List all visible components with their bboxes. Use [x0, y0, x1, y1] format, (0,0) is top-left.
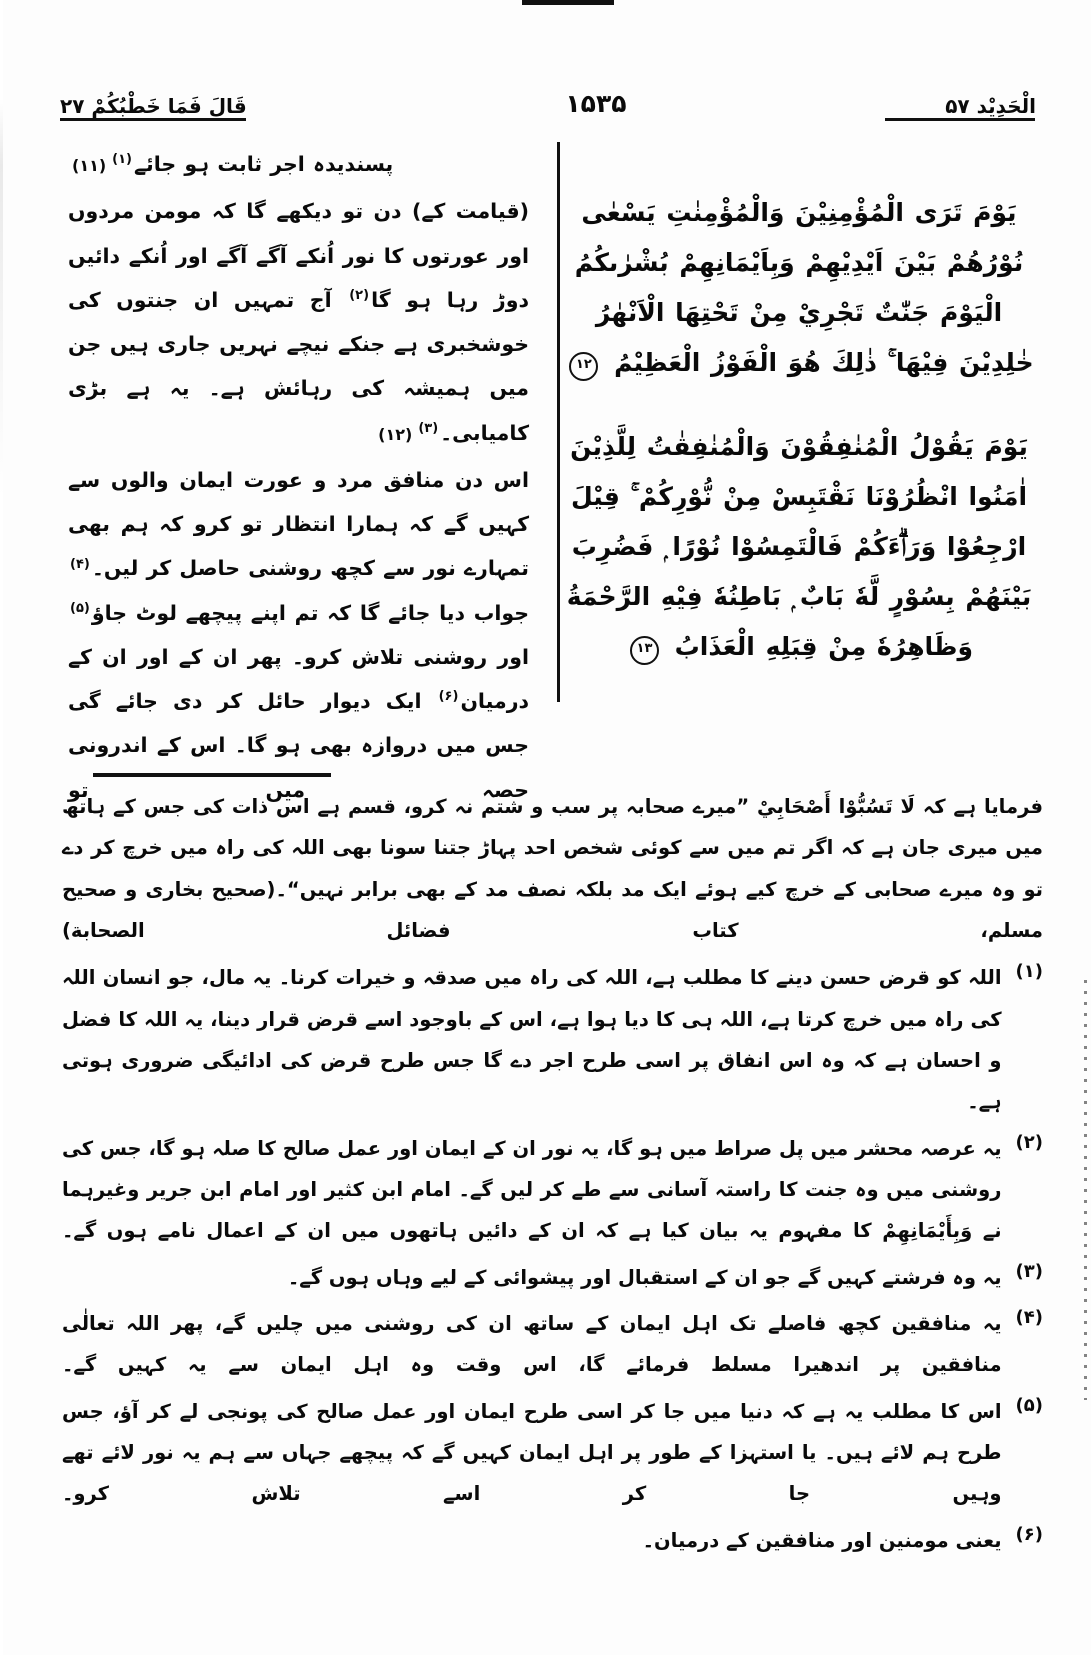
footnote-ref-6: (۶)	[438, 689, 459, 705]
verse-12-number: (۱۲)	[378, 424, 413, 444]
translation-12-part-a: (قیامت کے) دن تو دیکھے گا کہ مومن مردوں اور عورتوں کا نور اُنکے آگے آگے اور اُنکے دائیں دوڑ رہا ہو گا	[68, 199, 529, 312]
footnote-4-text: یہ منافقین کچھ فاصلے تک اہل ایمان کے ساتھ ان کی روشنی میں چلیں گے، پھر اللہ تعالٰی منافقین پر اندھیرا مسلط فرمائے گا، اس وقت وہ اہل ایمان سے یہ کہیں گے۔	[62, 1311, 1002, 1377]
header-rule-right	[885, 118, 1035, 121]
footnote-5-text: اس کا مطلب یہ ہے کہ دنیا میں جا کر اسی طرح ایمان اور عمل صالح کی پونجی لے کر آؤ، جس طرح ہم لائے ہیں۔ یا استہزا کے طور پر اہل ایمان کہیں گے کہ پیچھے جہاں سے ہم یہ نور لائے تھے وہیں جا کر اسے تلاش کرو۔	[62, 1399, 1002, 1506]
translation-13-part-d: ایک دیوار حائل کر دی جائے گی جس میں دروازہ بھی ہو گا۔ اس کے اندرونی حصہ میں تو	[68, 689, 529, 802]
footnote-3	[62, 1257, 1043, 1298]
footnote-3-text: یہ وہ فرشتے کہیں گے جو ان کے استقبال اور پیشوائی کے لیے وہاں ہوں گے۔	[287, 1265, 1002, 1289]
translation-continued-line	[68, 142, 529, 186]
footnote-4-number: (۴)	[1015, 1306, 1043, 1328]
translation-verse-13	[68, 458, 529, 812]
footnote-ref-5: (۵)	[70, 600, 90, 616]
footnote-4	[62, 1303, 1043, 1386]
urdu-translation-column	[60, 136, 547, 802]
footnote-5-number: (۵)	[1015, 1394, 1043, 1416]
continued-text: پسندیدہ اجر ثابت ہو جائے	[134, 152, 394, 176]
commentary-intro-paragraph	[62, 786, 1043, 951]
arabic-verse-column	[547, 136, 1047, 706]
page-header	[60, 72, 1036, 116]
footnote-1-text: اللہ کو قرض حسن دینے کا مطلب ہے، اللہ کی راہ میں صدقہ و خیرات کرنا۔ یہ مال، جو انسان اللہ کی راہ میں خرچ کرتا ہے، اللہ ہی کا دیا ہوا ہے، اس کے باوجود اسے قرض قرار دینا، یہ اللہ کا فضل و احسان ہے کہ وہ اس انفاق پر اسی طرح اجر دے گا جس طرح قرض کی ادائیگی ضروری ہوتی ہے۔	[62, 966, 1002, 1114]
continued-verse-number: (۱۱)	[72, 156, 107, 175]
hadith-citation: (صحیح بخاری و صحیح مسلم، کتاب فضائل الصحابة)	[62, 877, 1043, 942]
footnote-3-number: (۳)	[1015, 1260, 1043, 1282]
footnote-6-text: یعنی مومنین اور منافقین کے درمیان۔	[642, 1528, 1002, 1552]
footnote-2-arabic-phrase: وَبِأَيْمَانِهِمْ	[882, 1219, 973, 1243]
footnote-ref-4: (۴)	[70, 556, 90, 572]
footnote-1-number: (۱)	[1015, 961, 1043, 983]
footnote-ref-1: (۱)	[112, 152, 132, 168]
footnote-2	[62, 1128, 1043, 1252]
footnote-6-number: (۶)	[1015, 1523, 1043, 1545]
footnote-ref-3: (۳)	[418, 420, 439, 436]
footnote-2-tail: کا مفہوم یہ بیان کیا ہے کہ ان کے دائیں ہاتھوں میں ان کے اعمال نامے ہوں گے۔	[62, 1219, 872, 1243]
footnote-6	[62, 1520, 1043, 1561]
footnote-ref-2: (۲)	[349, 287, 370, 303]
ayah-13-number: ۱۳	[630, 636, 659, 665]
footnote-2-text	[62, 1128, 1002, 1252]
intro-arabic-hadith: لَا تَسُبُّوْا أَصْحَابِيْ	[756, 795, 916, 818]
footnote-2-body: یہ عرصہ محشر میں پل صراط میں ہو گا، یہ نور ان کے ایمان اور عمل صالح کا صلہ ہو گا، جس کی روشنی میں وہ جنت کا راستہ آسانی سے طے کر لیں گے۔ امام ابن کثیر اور امام ابن جریر وغیرہما نے	[62, 1136, 1002, 1243]
header-rule-left	[60, 118, 246, 121]
verse-translation-block	[60, 136, 1047, 802]
footnote-2-number: (۲)	[1015, 1131, 1043, 1153]
translation-12-part-b: آج تمہیں ان جنتوں کی خوشخبری ہے جنکے نیچے نہریں جاری ہیں جن میں ہمیشہ کی رہائش ہے۔ یہ ہے بڑی کامیابی۔	[68, 287, 529, 445]
intro-text-b: ”میرے صحابہ پر سب و شتم نہ کرو، قسم ہے اس ذات کی جس کے ہاتھ میں میری جان ہے کہ اگر تم میں سے کوئی شخص احد پہاڑ جتنا سونا بھی اللہ کی راہ میں خرچ کر دے تو وہ میرے صحابی کے خرچ کیے ہوئے ایک مد بلکہ نصف مد کے بھی برابر نہیں“۔	[62, 795, 1044, 901]
header-surah-label: الْحَدِيْد ۵۷	[945, 94, 1036, 118]
page-number: ۱۵۳۵	[565, 89, 627, 118]
crop-mark-top	[522, 0, 614, 5]
translation-13-part-b: جواب دیا جائے گا کہ تم اپنے پیچھے لوٹ جاؤ	[91, 600, 529, 625]
footnote-1	[62, 957, 1043, 1122]
commentary-separator-rule	[93, 773, 331, 777]
ayah-13-text: يَوْمَ يَقُوْلُ الْمُنٰفِقُوْنَ وَالْمُنٰفِقٰتُ لِلَّذِيْنَ اٰمَنُوا انْظُرُوْنَا نَقْتَبِسْ مِنْ نُّوْرِكُمْ ۚ قِيْلَ ارْجِعُوْا وَرَاۗءَكُمْ فَالْتَمِسُوْا نُوْرًا ۭ فَضُرِبَ بَيْنَهُمْ بِسُوْرٍ لَّهٗ بَابٌ ۭ بَاطِنُهٗ فِيْهِ الرَّحْمَةُ وَظَاهِرُهٗ مِنْ قِبَلِهِ الْعَذَابُ	[566, 432, 1032, 661]
scan-edge-artifact	[0, 0, 3, 1655]
translation-verse-12	[68, 189, 529, 455]
scan-dot-artifact	[1084, 980, 1087, 1400]
ayah-12	[561, 188, 1037, 388]
translation-13-part-c: اور روشنی تلاش کرو۔ پھر ان کے اور ان کے درمیان	[68, 644, 530, 714]
commentary-section	[62, 786, 1043, 1566]
ayah-12-text: يَوْمَ تَرَى الْمُؤْمِنِيْنَ وَالْمُؤْمِنٰتِ يَسْعٰى نُوْرُهُمْ بَيْنَ اَيْدِيْهِمْ وَبِاَيْمَانِهِمْ بُشْرٰىكُمُ الْيَوْمَ جَنّٰتٌ تَجْرِيْ مِنْ تَحْتِهَا الْاَنْهٰرُ خٰلِدِيْنَ فِيْهَا ۚ ذٰلِكَ هُوَ الْفَوْزُ الْعَظِيْمُ	[574, 198, 1034, 377]
translation-13-part-a: اس دن منافق مرد و عورت ایمان والوں سے کہیں گے کہ ہمارا انتظار تو کرو کہ ہم بھی تمہارے نور سے کچھ روشنی حاصل کر لیں۔	[68, 467, 529, 581]
header-para-label: قَالَ فَمَا خَطْبُكُمْ ۲۷	[60, 94, 247, 118]
ayah-12-number: ۱۲	[569, 352, 598, 381]
ayah-13	[561, 422, 1037, 672]
intro-text-a: فرمایا ہے کہ	[922, 795, 1043, 818]
column-divider	[557, 142, 560, 702]
footnote-5	[62, 1391, 1043, 1515]
